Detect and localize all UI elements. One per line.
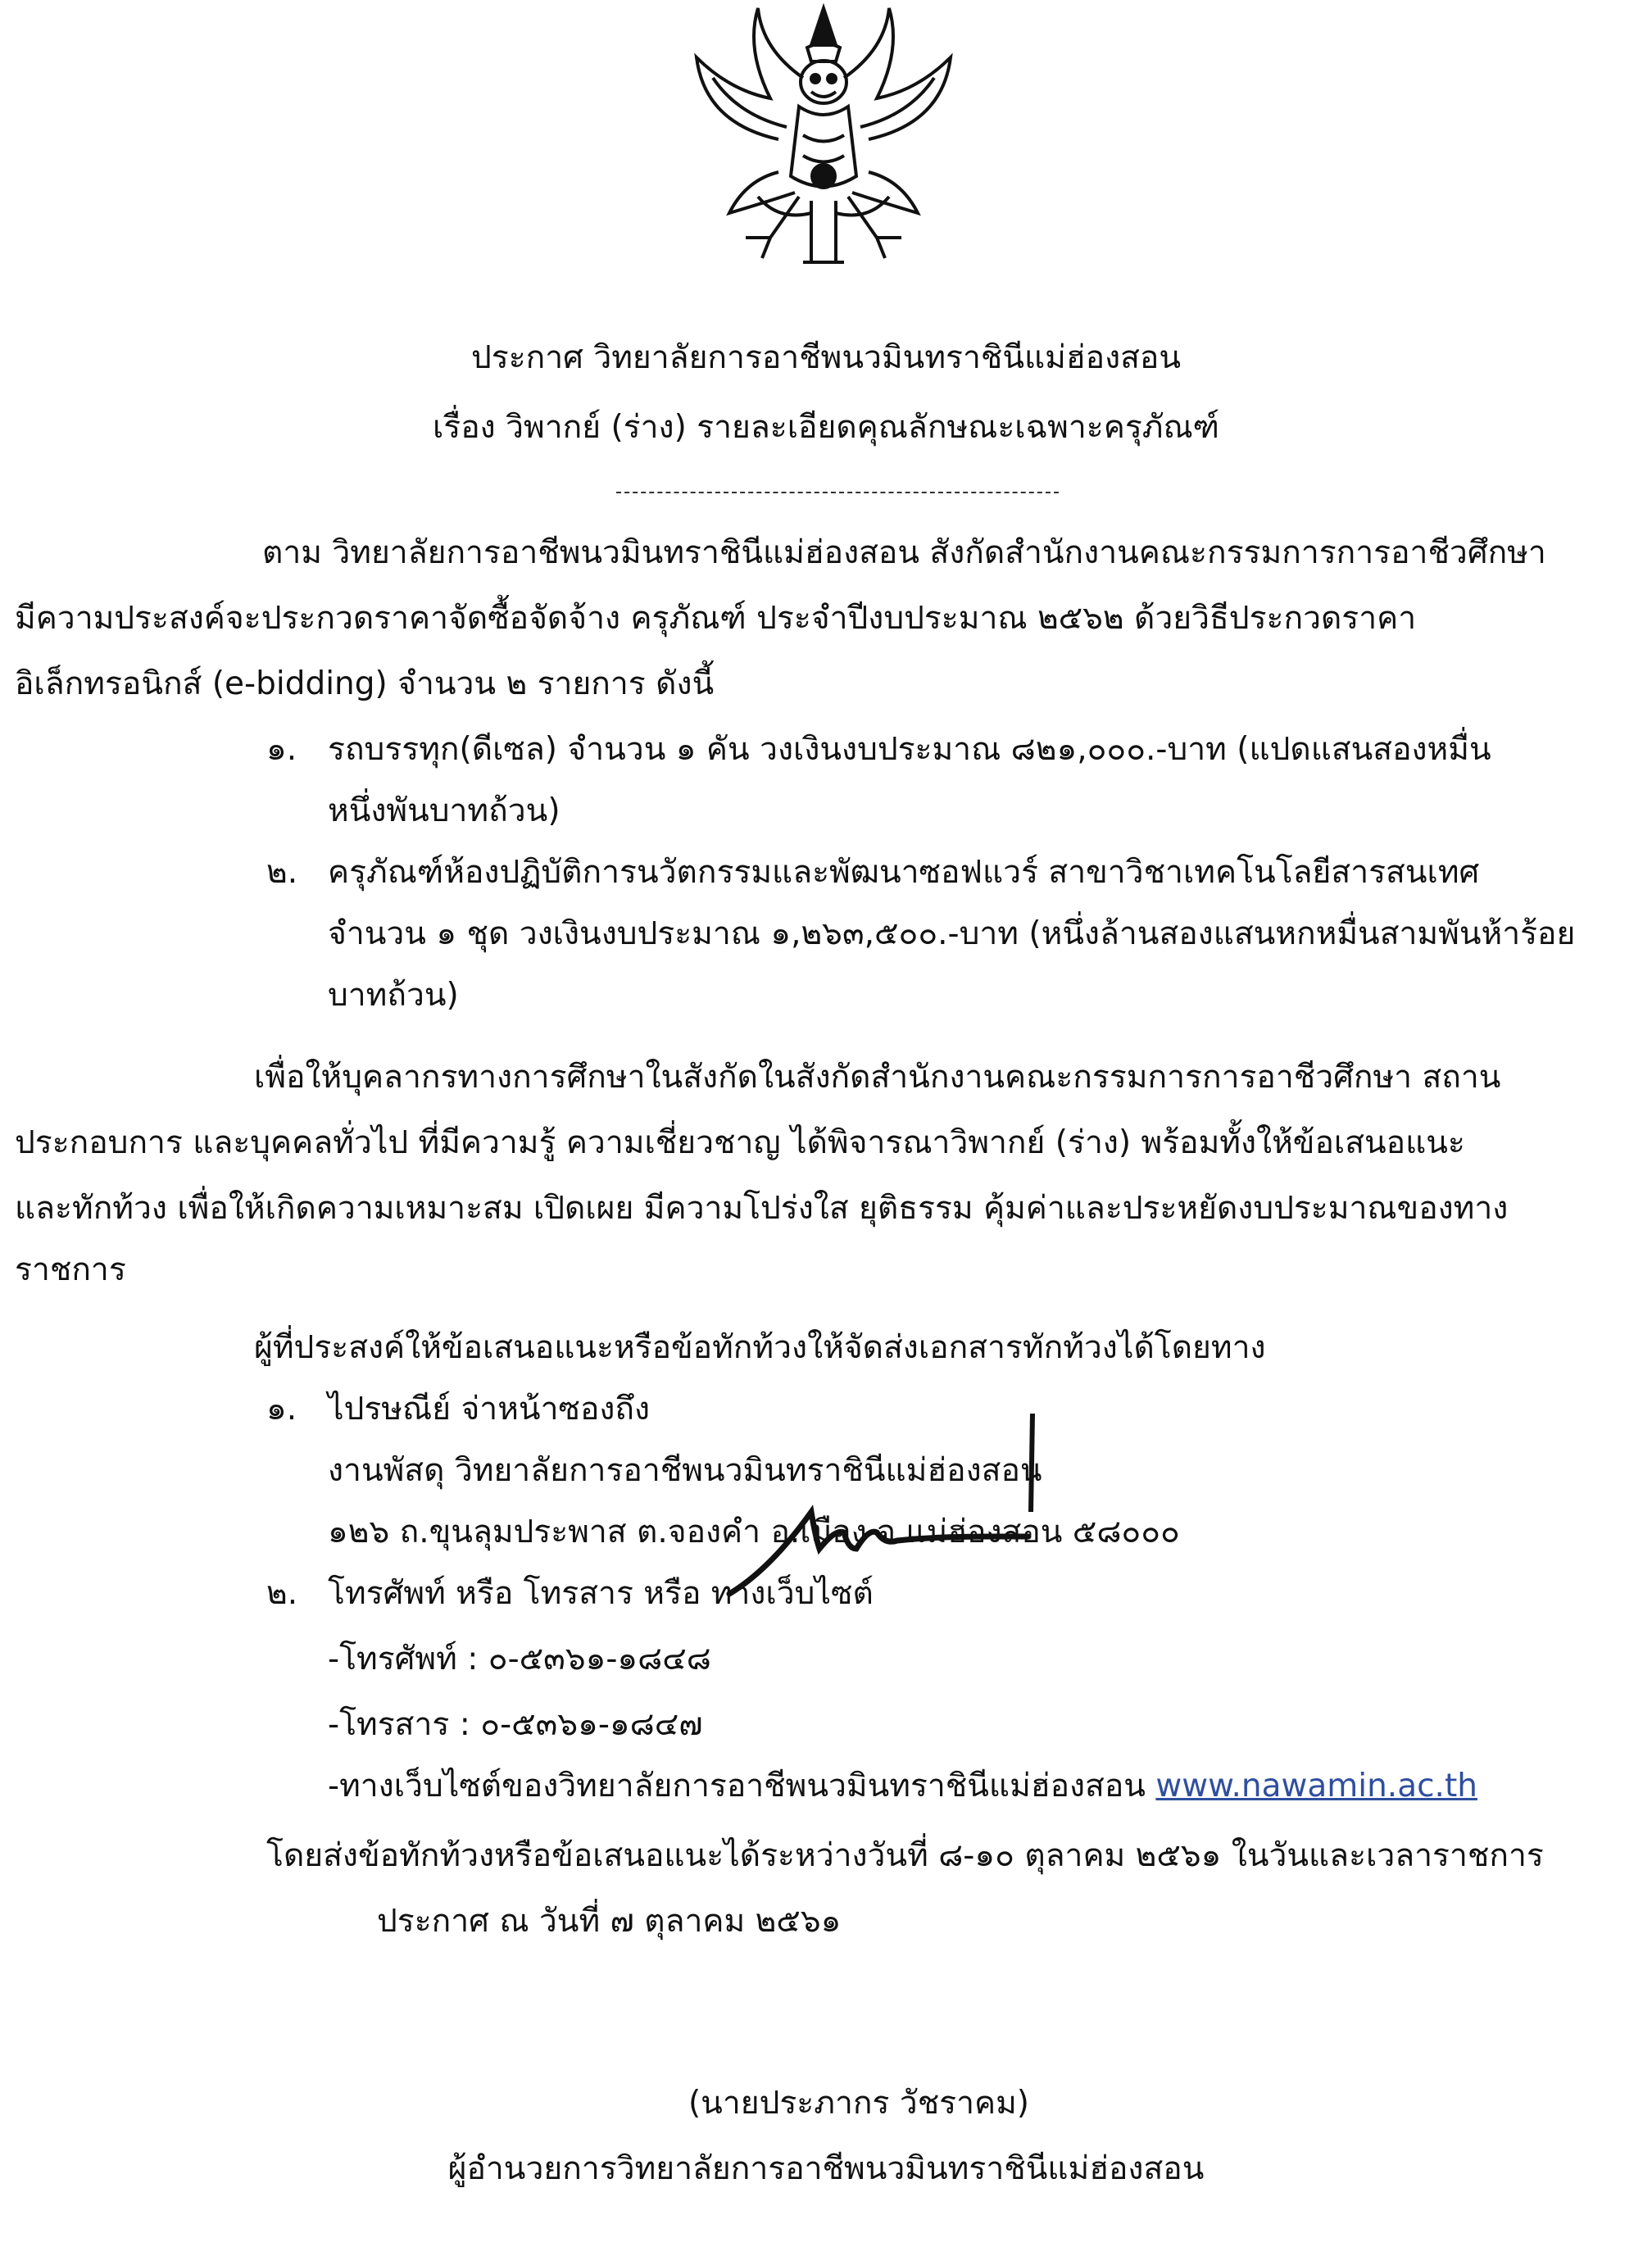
- item-2-number: ๒.: [266, 854, 298, 891]
- phone-line: -โทรศัพท์ : ๐-๕๓๖๑-๑๘๔๘: [328, 1641, 711, 1677]
- mail-address-line-2: ๑๒๖ ถ.ขุนลุมประพาส ต.จองคำ อ.เมือง จ.แม่ฮ่องสอน ๕๘๐๐๐: [328, 1514, 1180, 1550]
- purpose-line-2: ประกอบการ และบุคคลทั่วไป ที่มีความรู้ ความเชี่ยวชาญ ได้พิจารณาวิพากย์ (ร่าง) พร้อมทั้งให้ข้อเสนอแนะ: [15, 1124, 1465, 1161]
- garuda-emblem-icon: [680, 0, 967, 279]
- announcement-date: ประกาศ ณ วันที่ ๗ ตุลาคม ๒๕๖๑: [377, 1903, 842, 1940]
- item-1-number: ๑.: [266, 731, 297, 768]
- mail-number: ๑.: [266, 1391, 297, 1428]
- item-2-line-1: ครุภัณฑ์ห้องปฏิบัติการนวัตกรรมและพัฒนาซอฟแวร์ สาขาวิชาเทคโนโลยีสารสนเทศ: [328, 854, 1480, 891]
- title-divider: [616, 492, 1059, 493]
- title-line-1: ประกาศ วิทยาลัยการอาชีพนวมินทราชินีแม่ฮ่องสอน: [471, 339, 1181, 376]
- website-prefix: -ทางเว็บไซต์ของวิทยาลัยการอาชีพนวมินทราชินีแม่ฮ่องสอน: [328, 1768, 1146, 1804]
- website-link[interactable]: www.nawamin.ac.th: [1155, 1768, 1477, 1804]
- website-line: [328, 1770, 1477, 1802]
- title-line-2: เรื่อง วิพากย์ (ร่าง) รายละเอียดคุณลักษณะเฉพาะครุภัณฑ์: [432, 409, 1220, 446]
- signature-mark: [721, 1414, 1065, 1627]
- fax-line: -โทรสาร : ๐-๕๓๖๑-๑๘๔๗: [328, 1706, 703, 1743]
- contact-number: ๒.: [266, 1575, 298, 1612]
- item-1-line-2: หนึ่งพันบาทถ้วน): [328, 792, 560, 829]
- item-2-line-2: จำนวน ๑ ชุด วงเงินงบประมาณ ๑,๒๖๓,๕๐๐.-บาท (หนึ่งล้านสองแสนหกหมื่นสามพันห้าร้อย: [328, 915, 1576, 952]
- signatory-position: ผู้อำนวยการวิทยาลัยการอาชีพนวมินทราชินีแม่ฮ่องสอน: [447, 2150, 1205, 2187]
- submission-period: โดยส่งข้อทักท้วงหรือข้อเสนอแนะได้ระหว่างวันที่ ๘-๑๐ ตุลาคม ๒๕๖๑ ในวันและเวลาราชการ: [266, 1837, 1544, 1874]
- submission-intro: ผู้ที่ประสงค์ให้ข้อเสนอแนะหรือข้อทักท้วงให้จัดส่งเอกสารทักท้วงได้โดยทาง: [254, 1329, 1266, 1366]
- intro-line-3: อิเล็กทรอนิกส์ (e-bidding) จำนวน ๒ รายการ ดังนี้: [15, 665, 715, 702]
- contact-title: โทรศัพท์ หรือ โทรสาร หรือ ทางเว็บไซต์: [328, 1575, 874, 1612]
- intro-line-2: มีความประสงค์จะประกวดราคาจัดซื้อจัดจ้าง ครุภัณฑ์ ประจำปีงบประมาณ ๒๕๖๒ ด้วยวิธีประกวดราคา: [15, 600, 1417, 637]
- intro-line-1: ตาม วิทยาลัยการอาชีพนวมินทราชินีแม่ฮ่องสอน สังกัดสำนักงานคณะกรรมการการอาชีวศึกษา: [262, 534, 1546, 571]
- purpose-line-4: ราชการ: [15, 1251, 126, 1288]
- purpose-line-3: และทักท้วง เพื่อให้เกิดความเหมาะสม เปิดเผย มีความโปร่งใส ยุติธรรม คุ้มค่าและประหยัดงบประมาณของทาง: [15, 1190, 1509, 1227]
- mail-address-line-1: งานพัสดุ วิทยาลัยการอาชีพนวมินทราชินีแม่ฮ่องสอน: [328, 1452, 1042, 1489]
- purpose-line-1: เพื่อให้บุคลากรทางการศึกษาในสังกัดในสังกัดสำนักงานคณะกรรมการการอาชีวศึกษา สถาน: [254, 1059, 1501, 1096]
- mail-title: ไปรษณีย์ จ่าหน้าซองถึง: [328, 1391, 651, 1428]
- item-2-line-3: บาทถ้วน): [328, 977, 459, 1014]
- signatory-name: (นายประภากร วัชราคม): [688, 2085, 1030, 2122]
- item-1-line-1: รถบรรทุก(ดีเซล) จำนวน ๑ คัน วงเงินงบประมาณ ๘๒๑,๐๐๐.-บาท (แปดแสนสองหมื่น: [328, 731, 1491, 768]
